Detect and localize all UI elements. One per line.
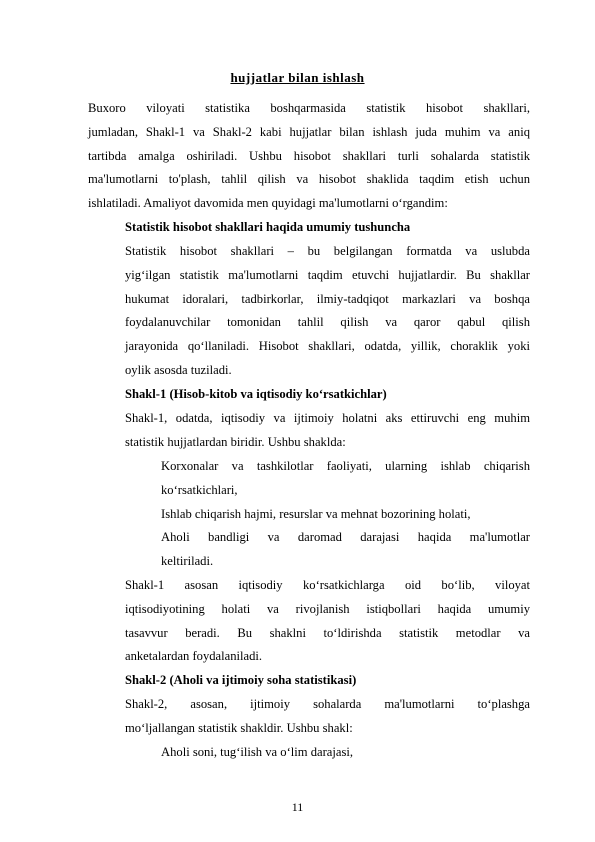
intro-paragraph (88, 97, 530, 216)
paragraph-4 (125, 693, 530, 741)
section-heading-3: Shakl-2 (Aholi va ijtimoiy soha statistikasi) (125, 673, 357, 687)
text-line: Korxonalar va tashkilotlar faoliyati, ularning ishlab chiqarish (161, 459, 530, 473)
text-line: keltiriladi. (161, 554, 214, 569)
text-line: anketalardan foydalaniladi. (125, 649, 263, 664)
text-line: ishlatiladi. Amaliyot davomida men quyidagi ma'lumotlarni o‘rgandim: (88, 196, 448, 211)
list-2 (161, 741, 530, 765)
text-line: yig‘ilgan statistik ma'lumotlarni taqdim etuvchi hujjatlardir. Bu shakllar (125, 267, 530, 282)
text-line: statistik hujjatlardan biridir. Ushbu shaklda: (125, 434, 346, 449)
text-line: jarayonida qo‘llaniladi. Hisobot shakllari, odatda, yillik, choraklik yoki (125, 339, 530, 354)
list-item (161, 455, 530, 503)
text-line: Buxoro viloyati statistika boshqarmasida statistik hisobot shakllari, (88, 101, 530, 115)
list-1 (161, 455, 530, 574)
text-line: jumladan, Shakl-1 va Shakl-2 kabi hujjatlar bilan ishlash juda muhim va aniq (88, 124, 530, 139)
list-item (161, 526, 530, 574)
text-line: Shakl-1 asosan iqtisodiy ko‘rsatkichlarga oid bo‘lib, viloyat (125, 578, 530, 592)
text-line: foydalanuvchilar tomonidan tahlil qilish va qaror qabul qilish (125, 315, 530, 330)
list-item (161, 503, 530, 527)
text-line: ma'lumotlarni to'plash, tahlil qilish va hisobot shaklida taqdim etish uchun (88, 172, 530, 187)
text-line: tasavvur beradi. Bu shaklni to‘ldirishda statistik metodlar va (125, 625, 530, 640)
text-line: oylik asosda tuziladi. (125, 362, 232, 377)
text-line: hukumat idoralari, tadbirkorlar, ilmiy-tadqiqot markazlari va boshqa (125, 291, 530, 306)
text-line: iqtisodiyotining holati va rivojlanish istiqbollari haqida umumiy (125, 601, 530, 616)
section-heading-1: Statistik hisobot shakllari haqida umumiy tushuncha (125, 220, 411, 234)
page-title: hujjatlar bilan ishlash (230, 70, 365, 85)
text-line: Statistik hisobot shakllari – bu belgilangan formatda va uslubda (125, 244, 530, 258)
paragraph-1 (125, 240, 530, 383)
text-line: Ishlab chiqarish hajmi, resurslar va mehnat bozorining holati, (161, 506, 471, 521)
text-line: tartibda amalga oshiriladi. Ushbu hisobot shakllari turli sohalarda statistik (88, 148, 530, 163)
list-item (161, 741, 530, 765)
paragraph-2 (125, 407, 530, 455)
text-line: Aholi soni, tug‘ilish va o‘lim darajasi, (161, 745, 354, 759)
text-line: Shakl-1, odatda, iqtisodiy va ijtimoiy holatni aks ettiruvchi eng muhim (125, 411, 530, 425)
text-line: Aholi bandligi va daromad darajasi haqida ma'lumotlar (161, 530, 530, 545)
text-line: Shakl-2, asosan, ijtimoiy sohalarda ma'lumotlarni to‘plashga (125, 697, 530, 711)
text-line: ko‘rsatkichlari, (161, 482, 238, 497)
paragraph-3 (125, 574, 530, 669)
text-line: mo‘ljallangan statistik shakldir. Ushbu shakl: (125, 720, 353, 735)
section-heading-2: Shakl-1 (Hisob-kitob va iqtisodiy ko‘rsatkichlar) (125, 387, 387, 401)
page-number: 11 (291, 800, 304, 814)
